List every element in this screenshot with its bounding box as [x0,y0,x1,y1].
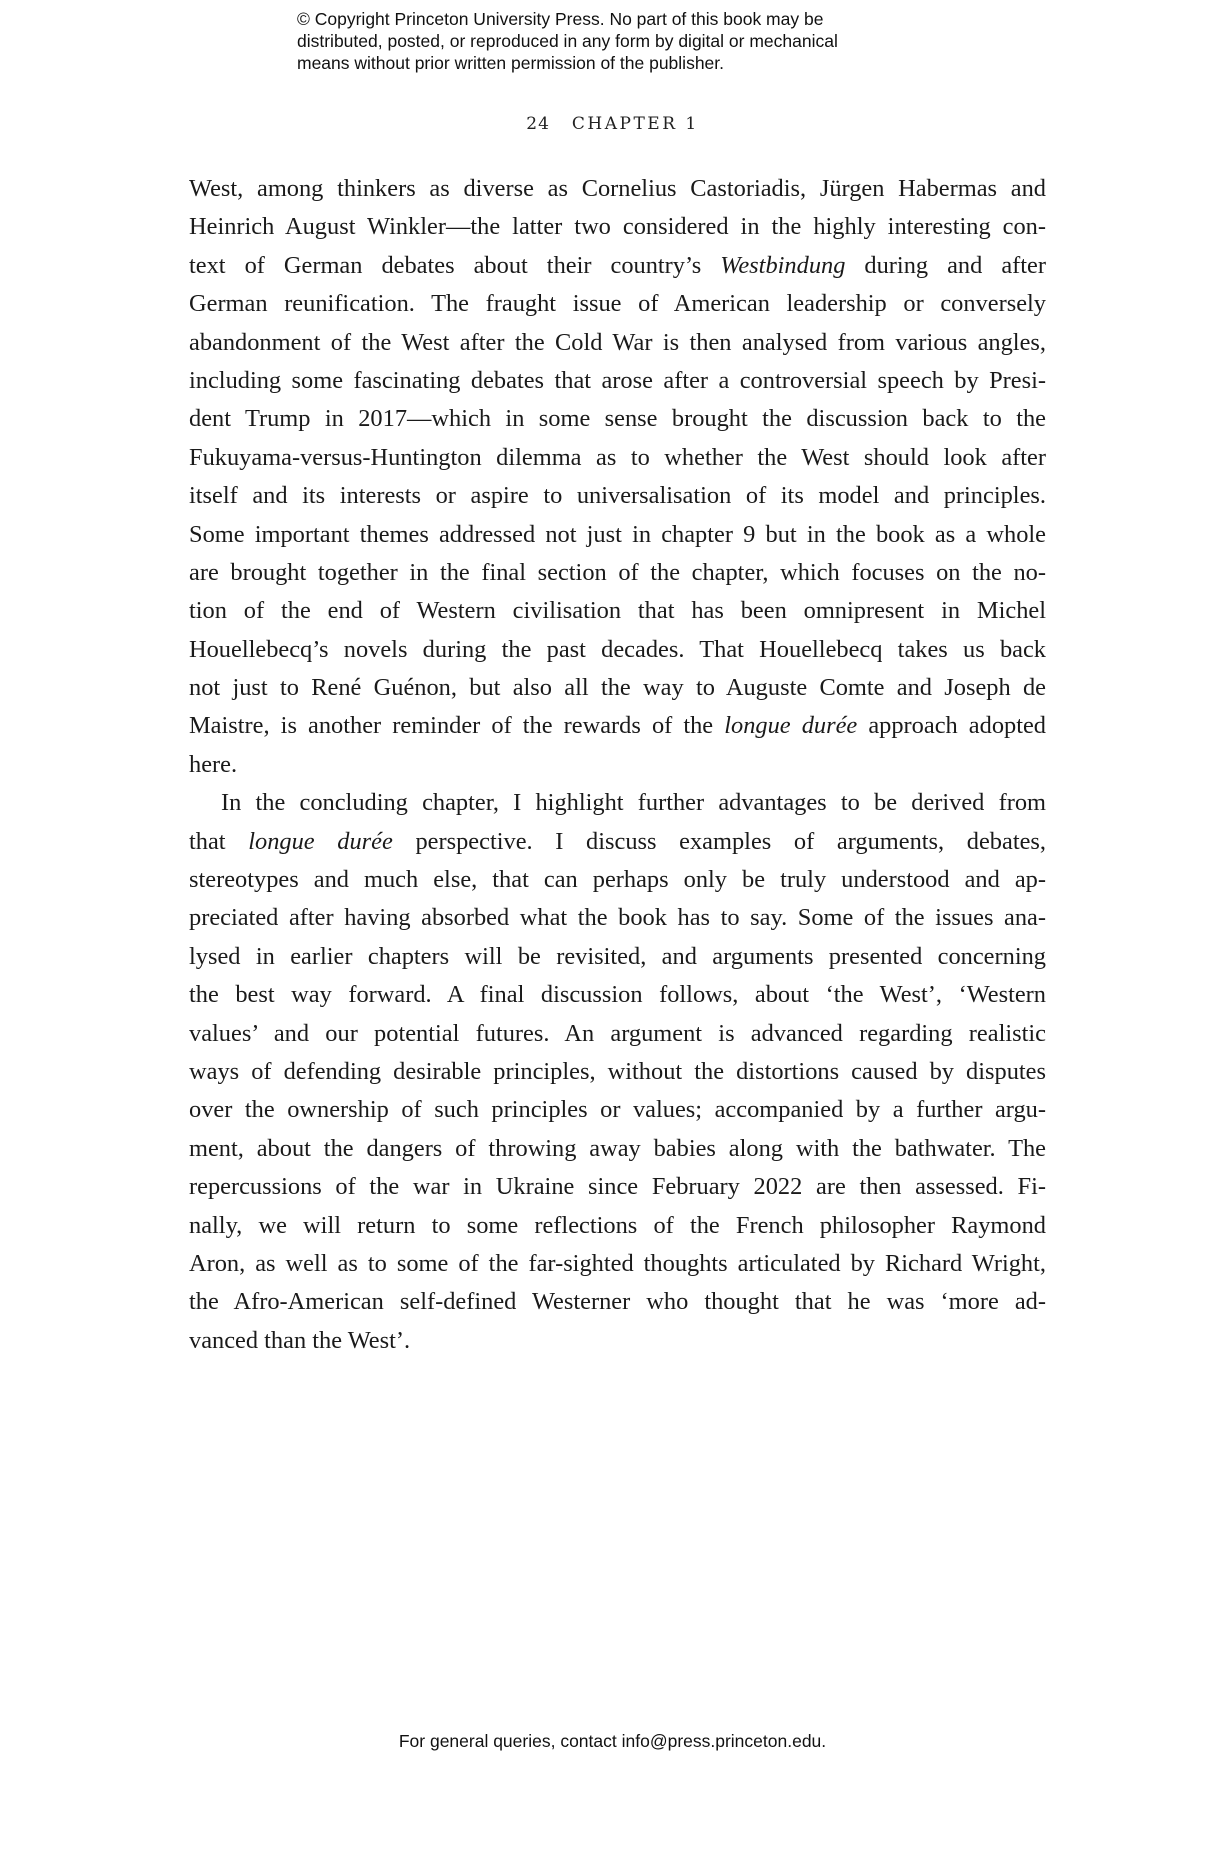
text-line: Heinrich August Winkler—the latter two considered in the highly interesting con- [189,213,1046,241]
text-line: values’ and our potential futures. An argument is advanced regarding realistic [189,1019,1046,1047]
text-line: vanced than the West’. [189,1326,411,1354]
text-line: itself and its interests or aspire to universalisation of its model and principles. [189,482,1046,510]
text-line: not just to René Guénon, but also all the way to Auguste Comte and Joseph de [189,674,1046,702]
copyright-notice [297,8,937,74]
text-line: dent Trump in 2017—which in some sense brought the discussion back to the [189,405,1046,433]
italic-term: longue durée [248,827,393,855]
text-line: including some fascinating debates that arose after a controversial speech by Presi- [189,366,1046,394]
italic-term: Westbindung [720,251,846,279]
copyright-line: © Copyright Princeton University Press. No part of this book may be [297,9,824,29]
text-line [189,707,1046,745]
body-text [189,170,1046,1360]
text-segment: approach adopted [857,712,1047,740]
text-line: German reunification. The fraught issue of American leadership or conversely [189,290,1046,318]
footer-contact: For general queries, contact info@press.princeton.edu. [398,1731,827,1751]
text-line [189,823,1046,861]
text-line: preciated after having absorbed what the book has to say. Some of the issues ana- [189,904,1046,932]
text-line: repercussions of the war in Ukraine since February 2022 are then assessed. Fi- [189,1173,1046,1201]
text-segment: text of German debates about their country’s [189,251,721,279]
chapter-label: CHAPTER 1 [571,114,699,134]
running-head [0,114,1225,134]
copyright-line: means without prior written permission of the publisher. [297,53,725,73]
text-line: the best way forward. A final discussion follows, about ‘the West’, ‘Western [189,981,1046,1009]
copyright-line: distributed, posted, or reproduced in any form by digital or mechanical [297,31,838,51]
page-number: 24 [526,114,550,134]
text-line: here. [189,750,238,778]
text-line: ment, about the dangers of throwing away babies along with the bathwater. The [189,1134,1046,1162]
text-line: abandonment of the West after the Cold War is then analysed from various angles, [189,328,1046,356]
text-line: stereotypes and much else, that can perhaps only be truly understood and ap- [189,866,1046,894]
text-line: over the ownership of such principles or values; accompanied by a further argu- [189,1096,1046,1124]
text-line: lysed in earlier chapters will be revisited, and arguments presented concerning [189,942,1046,970]
text-line: Houellebecq’s novels during the past decades. That Houellebecq takes us back [189,635,1046,663]
text-line: Some important themes addressed not just in chapter 9 but in the book as a whole [189,520,1046,548]
italic-term: longue durée [724,712,858,740]
text-segment: that [189,827,249,855]
text-line: nally, we will return to some reflections of the French philosopher Raymond [189,1211,1046,1239]
text-line: Aron, as well as to some of the far-sighted thoughts articulated by Richard Wright, [189,1249,1046,1277]
text-line: tion of the end of Western civilisation that has been omnipresent in Michel [189,597,1046,625]
text-line: the Afro-American self-defined Westerner who thought that he was ‘more ad- [189,1288,1046,1316]
text-line: In the concluding chapter, I highlight further advantages to be derived from [221,789,1046,817]
text-line [189,247,1046,285]
text-segment: Maistre, is another reminder of the rewards of the [189,712,725,740]
text-line: Fukuyama-versus-Huntington dilemma as to whether the West should look after [189,443,1046,471]
text-segment: perspective. I discuss examples of arguments, debates, [392,827,1047,855]
text-segment: during and after [845,251,1046,279]
text-line: ways of defending desirable principles, without the distortions caused by disputes [189,1057,1046,1085]
text-line: are brought together in the final section of the chapter, which focuses on the no- [189,558,1046,586]
text-line: West, among thinkers as diverse as Cornelius Castoriadis, Jürgen Habermas and [189,175,1046,202]
